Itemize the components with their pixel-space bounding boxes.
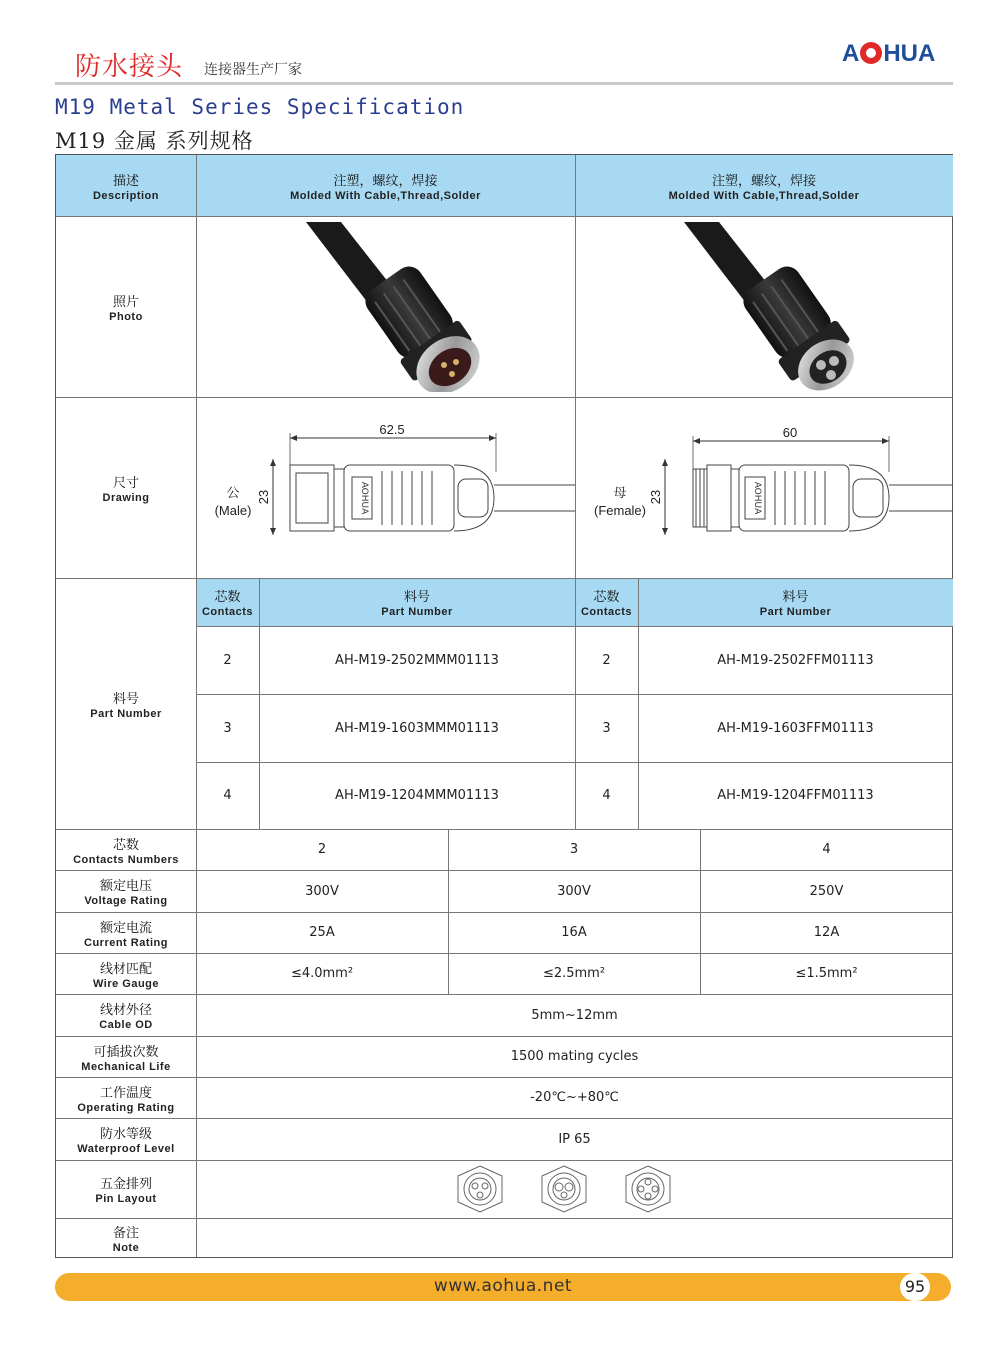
spec-label-cable-od: 线材外径 Cable OD — [99, 1003, 153, 1031]
spec-value: 3 — [569, 842, 579, 857]
spec-label-mech-life: 可插拔次数 Mechanical Life — [81, 1044, 171, 1073]
spec-label-note: 备注 Note — [112, 1225, 140, 1254]
spec-label-pin-layout: 五金排列 Pin Layout — [95, 1177, 157, 1205]
spec-label-contacts: 芯数 Contacts Numbers — [73, 837, 179, 866]
pn-row-male: AH-M19-2502MMM01113 — [335, 652, 499, 668]
pn-row-female: AH-M19-1603FFM01113 — [717, 720, 874, 736]
page-title-en: M19 Metal Series Specification — [55, 95, 465, 119]
brand-subtitle: 连接器生产厂家 — [204, 62, 302, 78]
pn-row-male: AH-M19-1204MMM01113 — [335, 788, 499, 803]
pn-row-female: AH-M19-1204FFM01113 — [717, 788, 874, 803]
pin-layout-diagrams — [196, 1160, 953, 1218]
header-divider — [55, 82, 953, 85]
female-connector-photo — [575, 216, 953, 397]
spec-label-current: 额定电流 Current Rating — [84, 920, 168, 949]
spec-value: ≤1.5mm² — [795, 966, 858, 981]
svg-text:23: 23 — [648, 489, 663, 505]
pn-row-female: AH-M19-2502FFM01113 — [717, 652, 874, 668]
description-label: 描述 Description — [56, 155, 196, 216]
spec-label-voltage: 额定电压 Voltage Rating — [84, 879, 168, 907]
male-drawing-brand: AOHUA — [359, 481, 369, 515]
spec-value-temp: -20℃~+80℃ — [530, 1090, 619, 1105]
pn-row-contacts: 3 — [602, 720, 611, 736]
pn-row-contacts: 4 — [223, 788, 232, 803]
spec-value: 25A — [309, 925, 335, 940]
page-number: 95 — [900, 1273, 930, 1301]
female-partnumber-header: 料号 Part Number — [638, 578, 953, 626]
logo-suffix: HUA — [883, 40, 936, 67]
male-contacts-header: 芯数 Contacts — [196, 578, 259, 626]
pin-layout-2-icon — [458, 1166, 502, 1212]
female-length-dim: 60 — [782, 425, 798, 440]
pn-row-contacts: 3 — [223, 720, 232, 736]
aohua-logo — [842, 40, 935, 68]
spec-value: 250V — [809, 883, 844, 899]
female-contacts-header: 芯数 Contacts — [575, 578, 638, 626]
male-connector-photo — [196, 216, 575, 397]
logo-o-mark — [860, 42, 882, 64]
male-label-en: (Male) — [214, 503, 252, 518]
svg-text:23: 23 — [256, 489, 271, 505]
male-dimension-drawing — [196, 397, 575, 578]
spec-value: 300V — [305, 883, 339, 899]
female-label-cn: 母 — [613, 485, 627, 500]
pin-layout-3-icon — [542, 1166, 586, 1212]
male-label-cn: 公 — [226, 485, 240, 500]
description-female: 注塑，螺纹，焊接 Molded With Cable,Thread,Solder — [575, 155, 953, 216]
female-dimension-drawing — [575, 397, 953, 578]
pn-row-male: AH-M19-1603MMM01113 — [335, 720, 499, 736]
spec-value: ≤4.0mm² — [290, 966, 354, 981]
spec-label-temp: 工作温度 Operating Rating — [77, 1085, 175, 1114]
photo-label: 照片 Photo — [109, 294, 143, 323]
pn-row-contacts: 2 — [602, 652, 611, 668]
spec-table — [55, 154, 953, 1258]
description-male: 注塑，螺纹，焊接 Molded With Cable,Thread,Solder — [196, 155, 575, 216]
logo-prefix: A — [842, 40, 860, 67]
spec-value: ≤2.5mm² — [542, 966, 606, 981]
spec-label-waterproof: 防水等级 Waterproof Level — [77, 1127, 175, 1155]
pin-layout-4-icon — [626, 1166, 670, 1212]
spec-value: 300V — [557, 883, 591, 899]
pn-row-contacts: 2 — [223, 652, 232, 668]
spec-value: 4 — [822, 842, 831, 857]
brand-title-cn: 防水接头 — [75, 52, 184, 82]
spec-value: 2 — [317, 842, 327, 857]
pn-row-contacts: 4 — [602, 788, 611, 803]
male-length-dim: 62.5 — [379, 422, 405, 437]
part-number-label: 料号 Part Number — [90, 691, 162, 720]
drawing-label: 尺寸 Drawing — [102, 475, 150, 504]
female-label-en: (Female) — [593, 503, 647, 518]
spec-value: 12A — [813, 925, 840, 940]
spec-value-waterproof: IP 65 — [558, 1131, 591, 1147]
spec-value-cable-od: 5mm~12mm — [531, 1007, 618, 1023]
male-partnumber-header: 料号 Part Number — [259, 578, 575, 626]
spec-value-mech-life: 1500 mating cycles — [510, 1049, 639, 1064]
page-title-cn: M19 金属 系列规格 — [55, 129, 254, 153]
website-link[interactable]: www.aohua.net — [433, 1276, 573, 1296]
spec-value: 16A — [561, 925, 587, 940]
female-drawing-brand: AOHUA — [752, 481, 762, 515]
footer-bar — [55, 1273, 951, 1301]
spec-label-wire: 线材匹配 Wire Gauge — [92, 961, 160, 990]
